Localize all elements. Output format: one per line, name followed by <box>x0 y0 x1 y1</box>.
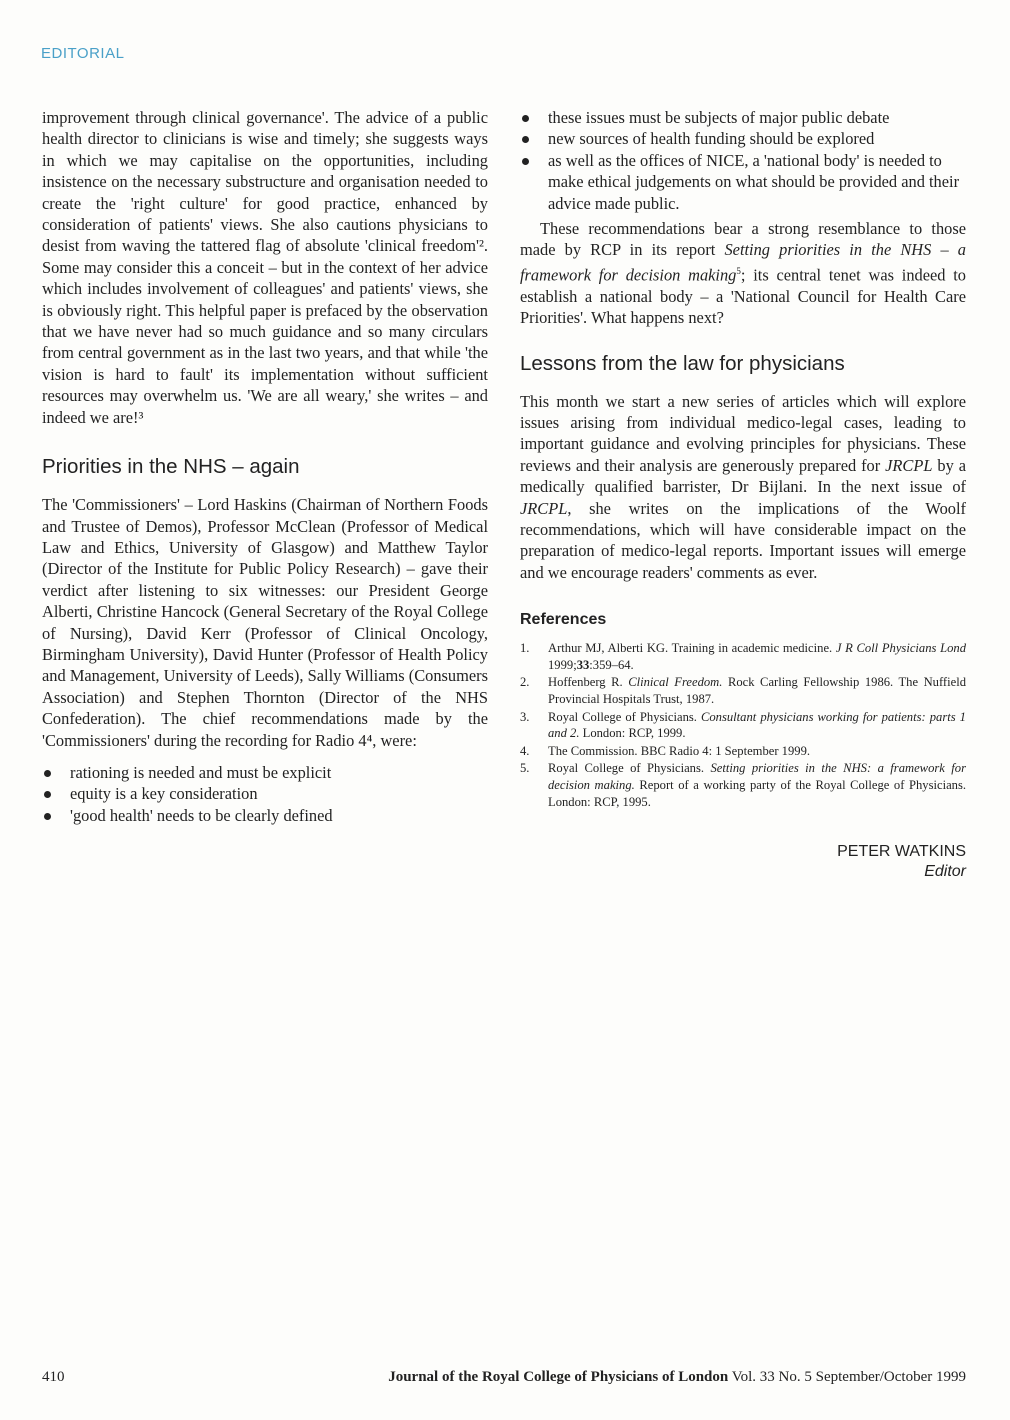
reference-item <box>520 640 966 673</box>
reference-number: 4. <box>520 743 530 758</box>
list-item: 'good health' needs to be clearly defined <box>42 805 488 826</box>
recommendation-list-right <box>520 107 966 214</box>
reference-text: Rock Carling Fellowship 1986. The Nuffield Provincial Hospitals Trust, 1987. <box>548 675 967 706</box>
reference-text: Royal College of Physicians. <box>548 761 711 776</box>
journal-abbrev: JRCPL <box>520 498 568 518</box>
author-title: Editor <box>924 863 966 881</box>
report-title: Setting priorities in the NHS – a framework for decision making <box>520 240 966 285</box>
recommendations-paragraph <box>520 218 966 329</box>
page-number: 410 <box>42 1369 65 1385</box>
reference-number: 3. <box>520 709 530 724</box>
law-text-3: , she writes on the implications of the Woolf recommendations, which will have considerable impact on the preparation of medico-legal reports. Important issues will emerge and we encourage readers' comments as ever. <box>520 498 966 582</box>
journal-issue: Vol. 33 No. 5 September/October 1999 <box>728 1369 966 1385</box>
reference-volume: 33 <box>576 657 590 672</box>
law-text-2: by a medically qualified barrister, Dr Bijlani. In the next issue of <box>520 455 966 497</box>
citation-marker: 5 <box>736 265 741 276</box>
reference-item <box>520 709 966 742</box>
reference-item <box>520 743 966 760</box>
reference-number: 5. <box>520 761 530 776</box>
journal-abbrev: JRCPL <box>885 455 933 475</box>
list-item: rationing is needed and must be explicit <box>42 762 488 783</box>
recommend-text-2: ; its central tenet was indeed to establish a national body – a 'National Council for Health Care Priorities'. What happens next? <box>520 265 966 328</box>
references-list <box>520 640 966 810</box>
reference-text: London: RCP, 1999. <box>579 726 686 741</box>
list-item: equity is a key consideration <box>42 783 488 804</box>
reference-item <box>520 760 966 810</box>
recommend-text-1: These recommendations bear a strong resemblance to those made by RCP in its report <box>520 219 966 260</box>
reference-text: The Commission. BBC Radio 4: 1 September 1999. <box>548 743 811 758</box>
journal-citation <box>388 1369 966 1386</box>
reference-journal: J R Coll Physicians Lond <box>835 641 966 656</box>
list-item: new sources of health funding should be explored <box>520 128 966 149</box>
reference-title: Clinical Freedom. <box>628 675 723 690</box>
reference-pages: :359–64. <box>589 657 634 672</box>
reference-number: 1. <box>520 641 530 656</box>
right-column <box>520 107 966 882</box>
reference-number: 2. <box>520 675 530 690</box>
law-paragraph <box>520 391 966 584</box>
law-heading: Lessons from the law for physicians <box>520 351 845 375</box>
left-column <box>42 107 488 826</box>
references-heading: References <box>520 611 607 629</box>
reference-year: 1999; <box>548 657 577 672</box>
reference-text: Royal College of Physicians. <box>548 709 701 724</box>
priorities-heading: Priorities in the NHS – again <box>42 455 300 479</box>
reference-text: Arthur MJ, Alberti KG. Training in academic medicine. <box>548 641 836 656</box>
intro-paragraph: improvement through clinical governance'. The advice of a public health director to clinicians is wise and timely; she suggests ways in which we may capitalise on the opportunities, including insistence on the necessary substructure and organisation needed to create the 'right culture' for good practice, enhanced by consideration of patients' views. She also cautions physicians to desist from waving the tattered flag of absolute 'clinical freedom'². Some may consider this a conceit – but in the context of her advice which includes involvement of colleagues' and patients' views, she is obviously right. This helpful paper is prefaced by the observation that we have never had so much guidance and so many circulars from central government as in the last two years, and that while 'the vision is hard to fault' its implementation without sufficient resources may overwhelm us. 'We are all weary,' she writes – and indeed we are!³ <box>42 108 488 427</box>
reference-title: Consultant physicians working for patients: parts 1 and 2. <box>548 709 966 741</box>
priorities-paragraph: The 'Commissioners' – Lord Haskins (Chairman of Northern Foods and Trustee of Demos), Professor McClean (Professor of Medical Law and Ethics, University of Glasgow) and Matthew Taylor (Director of the Institute for Public Policy Research) – gave their verdict after listening to six witnesses: our President George Alberti, Christine Hancock (General Secretary of the Royal College of Nursing), David Kerr (Professor of Clinical Oncology, Birmingham University), David Hunter (Professor of Health Policy and Management, University of Leeds), Sally Williams (Consumers Association) and Stephen Thornton (Director of the NHS Confederation). The chief recommendations made by the 'Commissioners' during the recording for Radio 4⁴, were: <box>42 495 488 750</box>
recommendation-list-left <box>42 762 488 826</box>
reference-text: Hoffenberg R. <box>548 675 629 690</box>
list-item: these issues must be subjects of major public debate <box>520 107 966 128</box>
section-label: EDITORIAL <box>41 45 125 62</box>
reference-title: Setting priorities in the NHS: a framework for decision making. <box>548 761 966 792</box>
law-text-1: This month we start a new series of articles which will explore issues arising from individual medico-legal cases, leading to important guidance and evolving principles for physicians. These reviews and their analysis are generously prepared for <box>520 391 966 475</box>
list-item: as well as the offices of NICE, a 'national body' is needed to make ethical judgements on what should be provided and their advice made public. <box>520 150 966 214</box>
reference-text: Report of a working party of the Royal College of Physicians. London: RCP, 1995. <box>548 777 967 809</box>
journal-name: Journal of the Royal College of Physicians of London <box>388 1369 729 1385</box>
author-name: PETER WATKINS <box>837 843 966 861</box>
reference-item <box>520 674 966 707</box>
signature <box>520 842 966 882</box>
